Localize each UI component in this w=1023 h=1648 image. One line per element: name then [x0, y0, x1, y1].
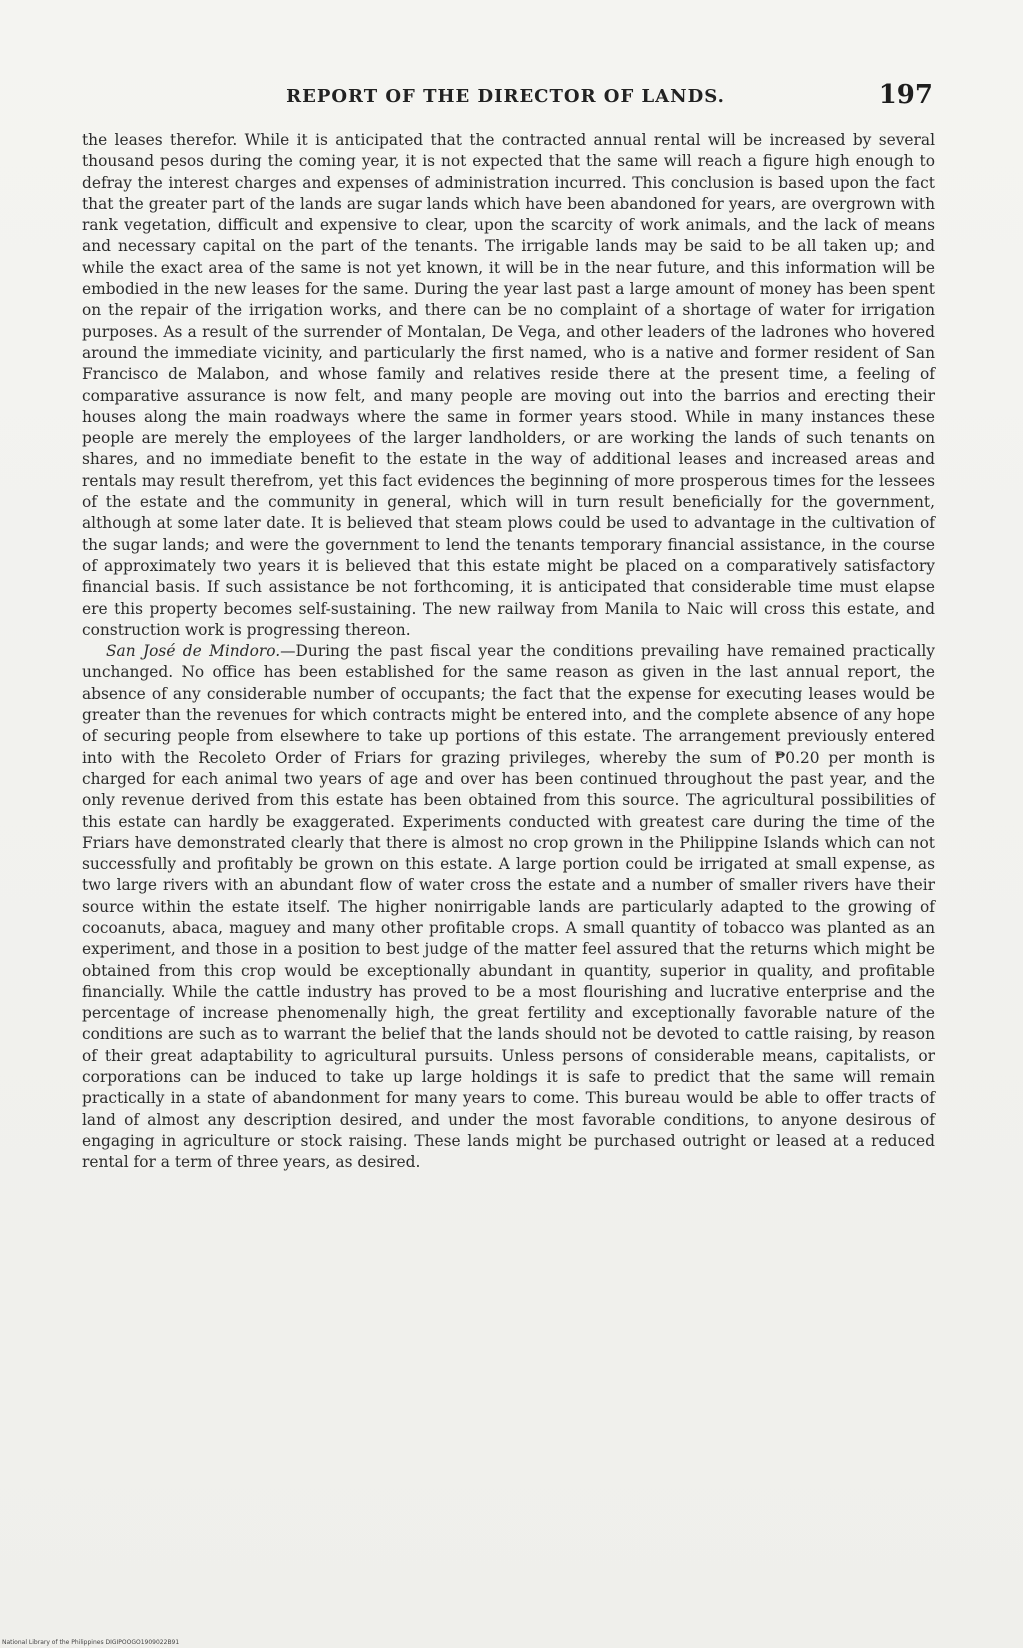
page-number: 197 [878, 80, 933, 110]
body-text [82, 130, 935, 1174]
paragraph: the leases therefor. While it is anticipated that the contracted annual rental will be increased by several thousand pesos during the coming year, it is not expected that the same will reach a figure high enough to defray the interest charges and expenses of administration incurred. This conclusion is based upon the fact that the greater part of the lands are sugar lands which have been abandoned for years, are overgrown with rank vegetation, difficult and expensive to clear, upon the scarcity of work animals, and the lack of means and necessary capital on the part of the tenants. The irrigable lands may be said to be all taken up; and while the exact area of the same is not yet known, it will be in the near future, and this information will be embodied in the new leases for the same. During the year last past a large amount of money has been spent on the repair of the irrigation works, and there can be no complaint of a shortage of water for irrigation purposes. As a result of the surrender of Montalan, De Vega, and other leaders of the ladrones who hovered around the immediate vicinity, and particularly the first named, who is a native and former resident of San Francisco de Malabon, and whose family and relatives reside there at the present time, a feeling of comparative assurance is now felt, and many people are moving out into the barrios and erecting their houses along the main roadways where the same in former years stood. While in many instances these people are merely the employees of the larger landholders, or are working the lands of such tenants on shares, and no immediate benefit to the estate in the way of additional leases and increased areas and rentals may result therefrom, yet this fact evidences the beginning of more prosperous times for the lessees of the estate and the community in general, which will in turn result beneficially for the government, although at some later date. It is believed that steam plows could be used to advantage in the cultivation of the sugar lands; and were the government to lend the tenants temporary financial assistance, in the course of approximately two years it is believed that this estate might be placed on a comparatively satisfactory financial basis. If such assistance be not forthcoming, it is anticipated that considerable time must elapse ere this property becomes self-sustaining. The new railway from Manila to Naic will cross this estate, and construction work is progressing thereon. [82, 131, 935, 639]
running-title: REPORT OF THE DIRECTOR OF LANDS. [286, 86, 725, 107]
page-header [78, 78, 933, 118]
scan-credit: National Library of the Philippines DIGIPOOGO1909022B91 [2, 1639, 180, 1646]
section-lead-in: San José de Mindoro. [106, 642, 281, 661]
paragraph-text: —During the past fiscal year the conditions prevailing have remained practically unchanged. No office has been established for the same reason as given in the last annual report, the absence of any considerable number of occupants; the fact that the expense for executing leases would be greater than the revenues for which contracts might be entered into, and the complete absence of any hope of securing people from elsewhere to take up portions of this estate. The arrangement previously entered into with the Recoleto Order of Friars for grazing privileges, whereby the sum of ₱0.20 per month is charged for each animal two years of age and over has been continued throughout the past year, and the only revenue derived from this estate has been obtained from this source. The agricultural possibilities of this estate can hardly be exaggerated. Experiments conducted with greatest care during the time of the Friars have demonstrated clearly that there is almost no crop grown in the Philippine Islands which can not successfully and profitably be grown on this estate. A large portion could be irrigated at small expense, as two large rivers with an abundant flow of water cross the estate and a number of smaller rivers have their source within the estate itself. The higher nonirrigable lands are particularly adapted to the growing of cocoanuts, abaca, maguey and many other profitable crops. A small quantity of tobacco was planted as an experiment, and those in a position to best judge of the matter feel assured that the returns which might be obtained from this crop would be exceptionally abundant in quantity, superior in quality, and profitable financially. While the cattle industry has proved to be a most flourishing and lucrative enterprise and the percentage of increase phenomenally high, the great fertility and exceptionally favorable nature of the conditions are such as to warrant the belief that the lands should not be devoted to cattle raising, by reason of their great adaptability to agricultural pursuits. Unless persons of considerable means, capitalists, or corporations can be induced to take up large holdings it is safe to predict that the same will remain practically in a state of abandonment for many years to come. This bureau would be able to offer tracts of land of almost any description desired, and under the most favorable conditions, to anyone desirous of engaging in agriculture or stock raising. These lands might be purchased outright or leased at a reduced rental for a term of three years, as desired. [82, 642, 935, 1172]
paragraph [82, 641, 935, 1173]
